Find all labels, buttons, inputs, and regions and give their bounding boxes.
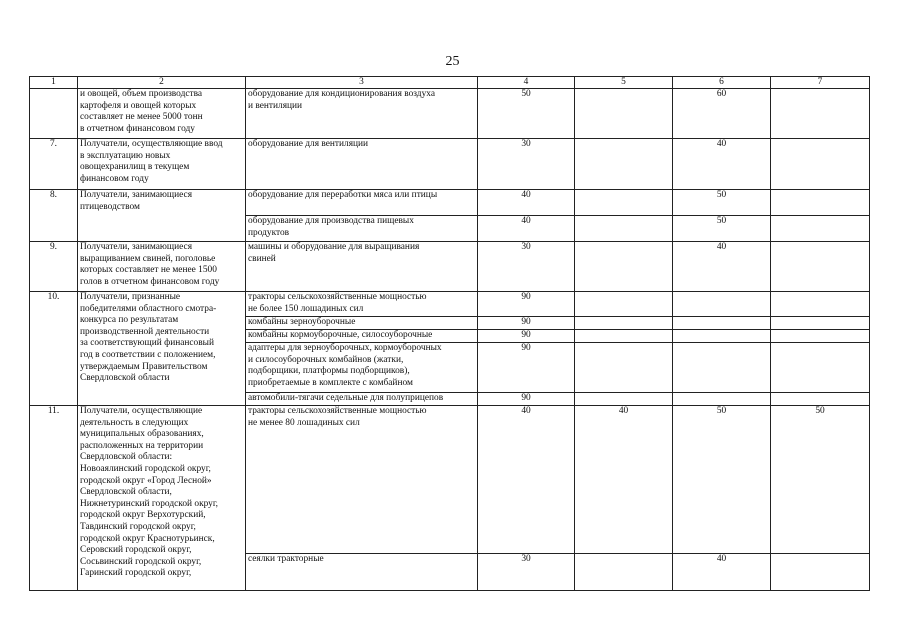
recipient-cell: Получатели, занимающиеся птицеводством — [78, 190, 246, 242]
value-cell: 50 — [673, 406, 771, 554]
recipient-cell: Получатели, осуществляющие деятельность в следующих муниципальных образованиях, расположенных на территории Свердловской области: Новоаялинский городской округ, городской округ «Город Лесной» Свердловской области, Нижнетуринский городской округ, городской округ Верхотурский, Тавдинский городской округ, городской округ Краснотурьинск, Серовский городской округ, Сосьвинский городской округ, Гаринский городской округ, — [78, 406, 246, 591]
value-cell — [771, 242, 870, 292]
value-cell — [771, 89, 870, 139]
value-cell: 50 — [673, 216, 771, 242]
column-header: 4 — [478, 77, 575, 89]
table-row — [30, 406, 870, 554]
value-cell — [575, 330, 673, 343]
value-cell: 40 — [673, 139, 771, 190]
recipient-cell: Получатели, занимающиеся выращиванием свиней, поголовье которых составляет не менее 1500 голов в отчетном финансовом году — [78, 242, 246, 292]
equipment-cell: комбайны зерноуборочные — [246, 317, 478, 330]
value-cell — [771, 554, 870, 591]
value-cell: 40 — [673, 242, 771, 292]
subsidy-table — [29, 76, 870, 591]
value-cell — [771, 330, 870, 343]
table-row — [30, 292, 870, 317]
equipment-cell: оборудование для производства пищевых продуктов — [246, 216, 478, 242]
value-cell: 50 — [478, 89, 575, 139]
row-number: 10. — [30, 292, 78, 406]
value-cell: 90 — [478, 330, 575, 343]
row-number: 7. — [30, 139, 78, 190]
equipment-cell: автомобили-тягачи седельные для полуприцепов — [246, 393, 478, 406]
value-cell — [575, 89, 673, 139]
value-cell — [771, 190, 870, 216]
value-cell — [673, 330, 771, 343]
value-cell — [771, 139, 870, 190]
column-header: 5 — [575, 77, 673, 89]
page-number: 25 — [445, 54, 460, 69]
value-cell — [771, 343, 870, 393]
equipment-cell: машины и оборудование для выращивания свиней — [246, 242, 478, 292]
value-cell — [771, 317, 870, 330]
equipment-cell: тракторы сельскохозяйственные мощностью не менее 80 лошадиных сил — [246, 406, 478, 554]
value-cell — [575, 139, 673, 190]
value-cell — [575, 393, 673, 406]
value-cell: 40 — [575, 406, 673, 554]
table-row — [30, 242, 870, 292]
value-cell — [575, 317, 673, 330]
equipment-cell: сеялки тракторные — [246, 554, 478, 591]
recipient-cell: Получатели, признанные победителями областного смотра- конкурса по результатам производственной деятельности за соответствующий финансовый год в соответствии с положением, утверждаемым Правительством Свердловской области — [78, 292, 246, 406]
column-header: 1 — [30, 77, 78, 89]
column-header: 6 — [673, 77, 771, 89]
value-cell: 40 — [478, 406, 575, 554]
row-number — [30, 89, 78, 139]
value-cell: 90 — [478, 393, 575, 406]
value-cell: 40 — [673, 554, 771, 591]
value-cell: 40 — [478, 216, 575, 242]
value-cell: 60 — [673, 89, 771, 139]
value-cell — [673, 317, 771, 330]
column-header: 2 — [78, 77, 246, 89]
value-cell — [673, 393, 771, 406]
value-cell: 30 — [478, 242, 575, 292]
equipment-cell: тракторы сельскохозяйственные мощностью не более 150 лошадиных сил — [246, 292, 478, 317]
value-cell: 50 — [673, 190, 771, 216]
column-header: 7 — [771, 77, 870, 89]
value-cell: 40 — [478, 190, 575, 216]
table-row — [30, 139, 870, 190]
value-cell — [673, 343, 771, 393]
column-header: 3 — [246, 77, 478, 89]
recipient-cell: Получатели, осуществляющие ввод в эксплуатацию новых овощехранилищ в текущем финансовом году — [78, 139, 246, 190]
equipment-cell: адаптеры для зерноуборочных, кормоуборочных и силосоуборочных комбайнов (жатки, подборщики, платформы подборщиков), приобретаемые в комплекте с комбайном — [246, 343, 478, 393]
value-cell — [771, 393, 870, 406]
value-cell: 50 — [771, 406, 870, 554]
row-number: 8. — [30, 190, 78, 242]
value-cell — [771, 292, 870, 317]
value-cell — [673, 292, 771, 317]
value-cell: 30 — [478, 554, 575, 591]
value-cell: 90 — [478, 343, 575, 393]
equipment-cell: оборудование для вентиляции — [246, 139, 478, 190]
value-cell: 90 — [478, 317, 575, 330]
column-number-row — [30, 77, 870, 89]
row-number: 11. — [30, 406, 78, 591]
recipient-cell: и овощей, объем производства картофеля и овощей которых составляет не менее 5000 тонн в отчетном финансовом году — [78, 89, 246, 139]
value-cell — [771, 216, 870, 242]
value-cell — [575, 242, 673, 292]
value-cell — [575, 292, 673, 317]
equipment-cell: оборудование для переработки мяса или птицы — [246, 190, 478, 216]
row-number: 9. — [30, 242, 78, 292]
value-cell — [575, 216, 673, 242]
value-cell: 90 — [478, 292, 575, 317]
value-cell — [575, 343, 673, 393]
value-cell: 30 — [478, 139, 575, 190]
value-cell — [575, 190, 673, 216]
table-row — [30, 89, 870, 139]
value-cell — [575, 554, 673, 591]
equipment-cell: оборудование для кондиционирования воздуха и вентиляции — [246, 89, 478, 139]
equipment-cell: комбайны кормоуборочные, силосоуборочные — [246, 330, 478, 343]
table-row — [30, 190, 870, 216]
